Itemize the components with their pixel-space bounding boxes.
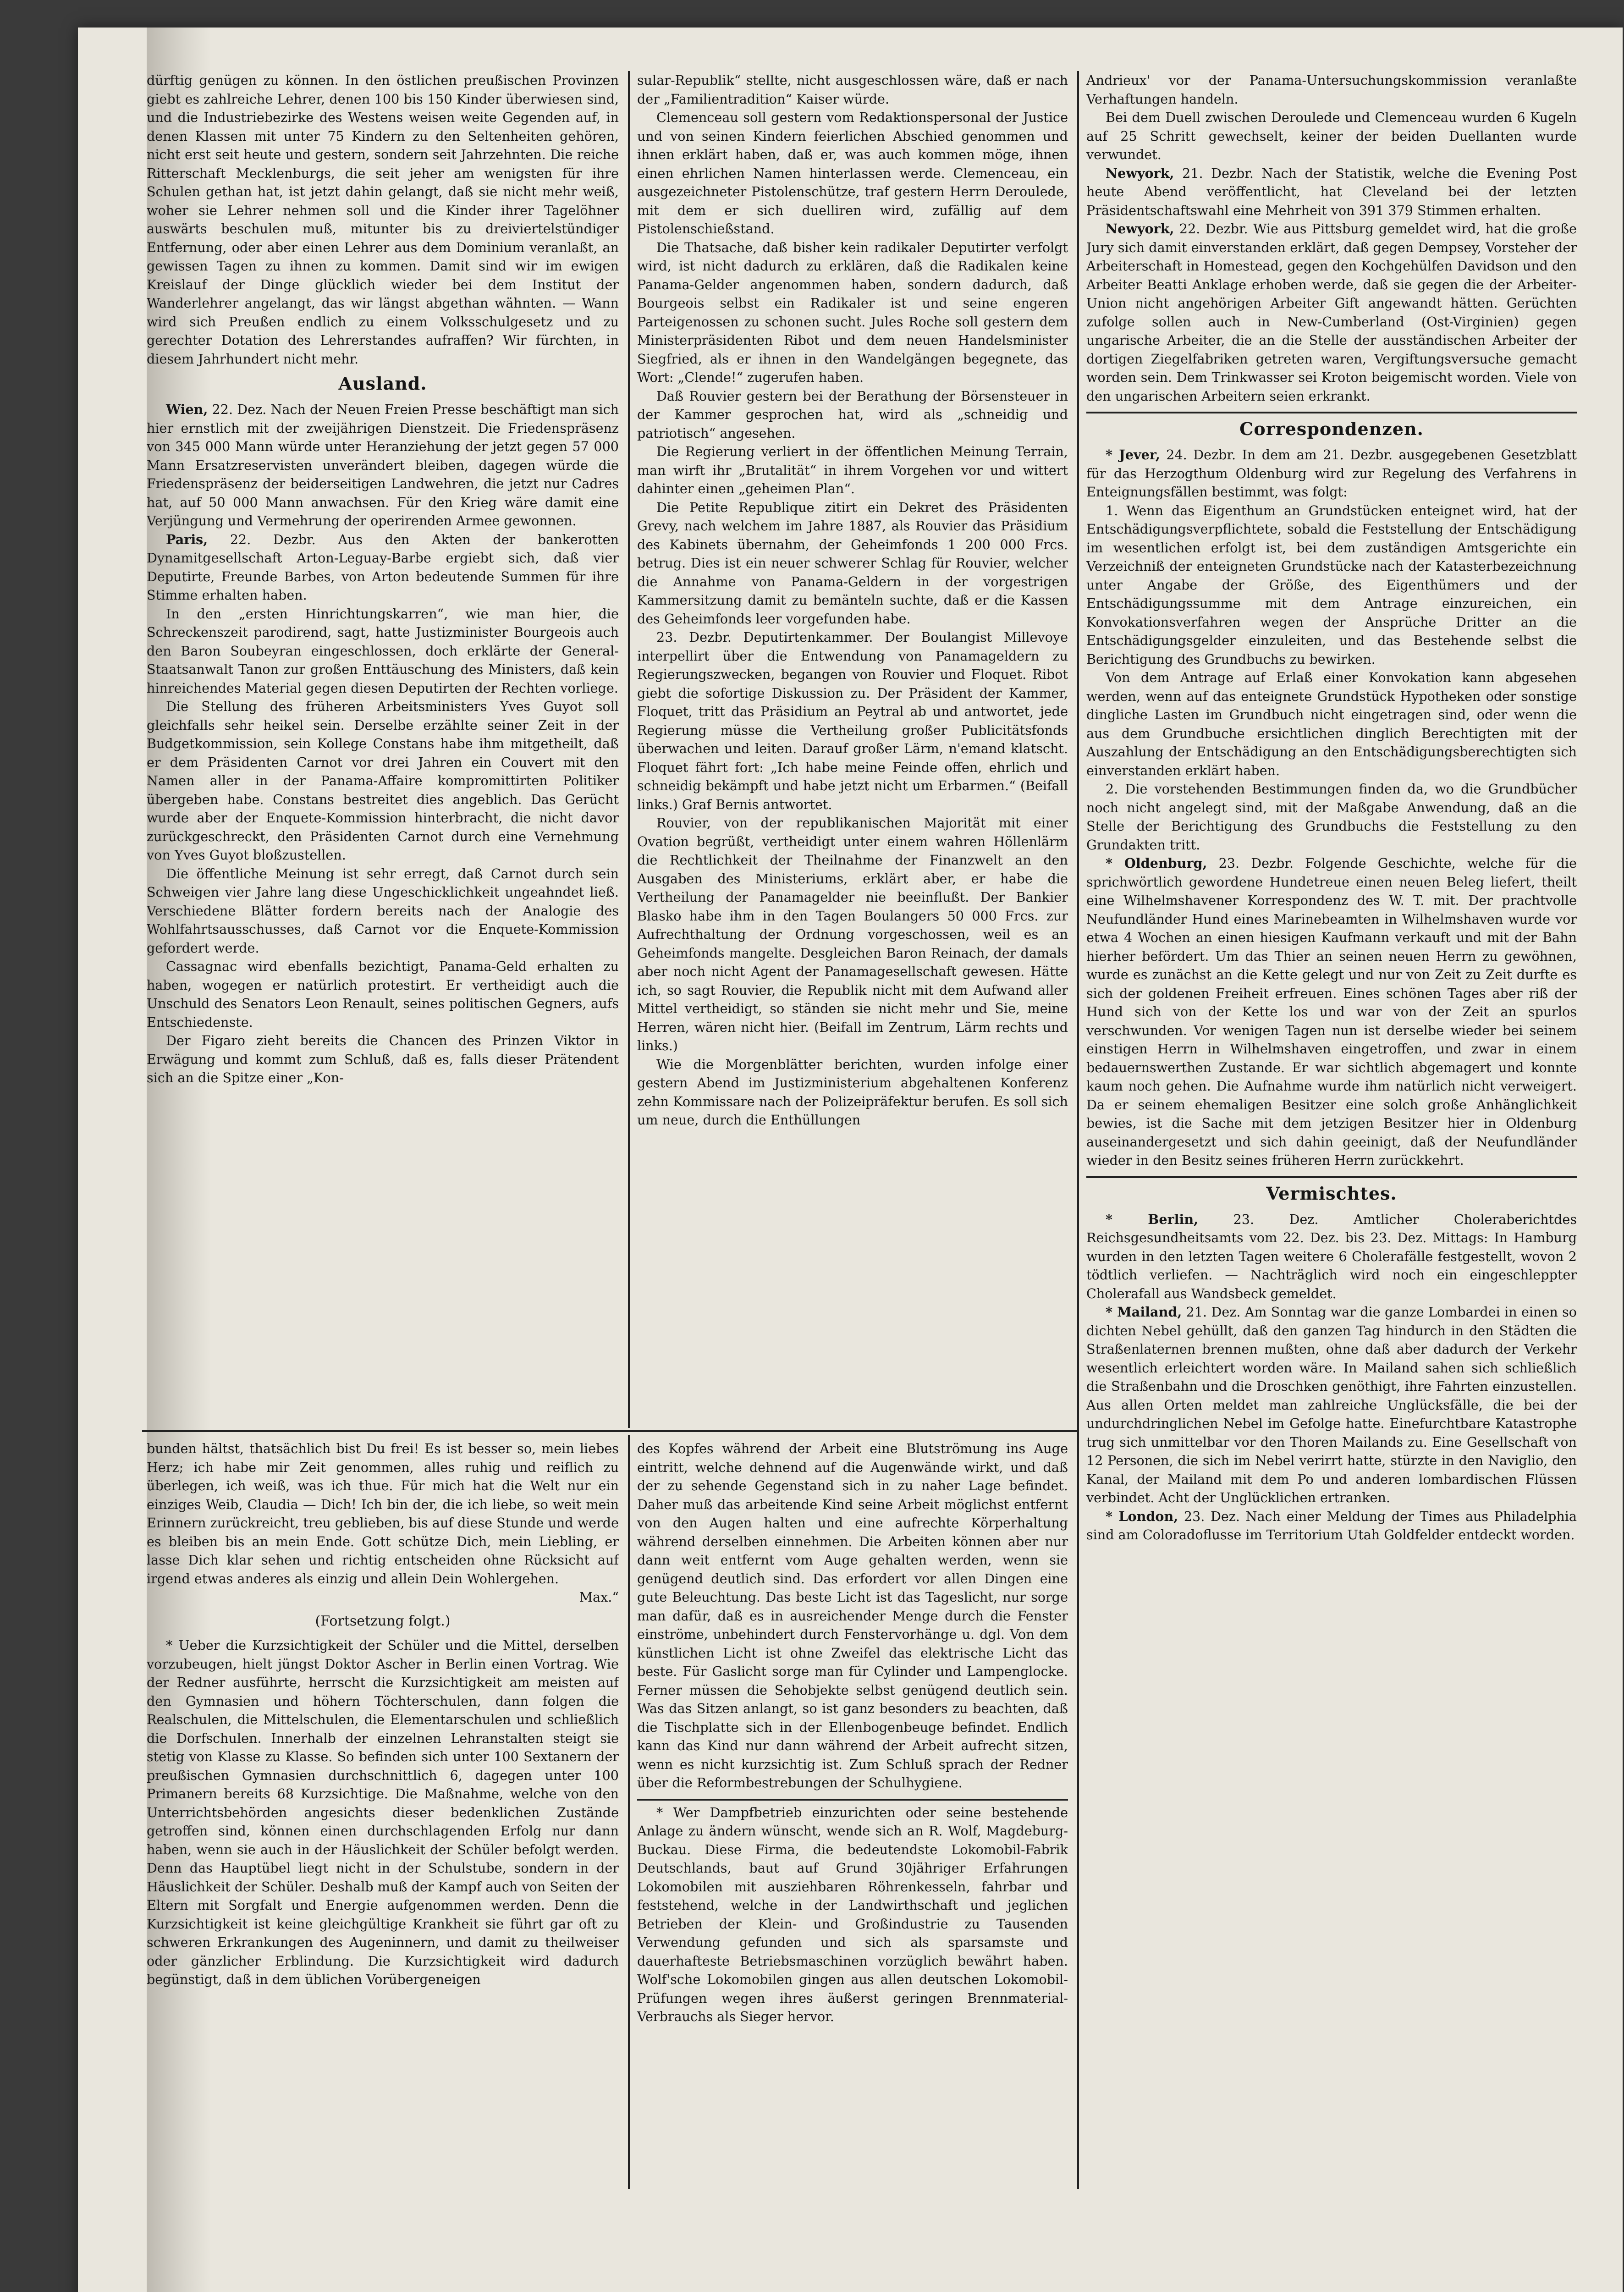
paragraph-text: 2. Die vorstehenden Bestimmungen finden da, wo die Grundbücher noch nicht angelegt sind, mit der Maßgabe Anwendung, daß an die Stelle der Berichtigung des Grundbuchs die Feststellung zu den Grundakten tritt. — [1086, 781, 1577, 853]
dateline-place: * London, — [1106, 1508, 1178, 1524]
paragraph-text: des Kopfes während der Arbeit eine Blutströmung ins Auge eintritt, welche dehnend auf die Augenwände wirkt, und daß der zu sehende Gegenstand sich in zu naher Lage befindet. Daher muß das arbeitende Kind seine Arbeit möglichst entfernt von den Augen halten und eine aufrechte Körperhaltung während derselben einnehmen. Die Arbeiten können aber nur dann weit entfernt vom Auge gehalten werden, wenn sie genügend deutlich sind. Das erfordert vor allen Dingen eine gute Beleuchtung. Das beste Licht ist das Tageslicht, nur sorge man dafür, daß es in ausreichender Menge durch die Fenster einströme, unbehindert durch Fenstervorhänge u. dgl. Von dem künstlichen Licht ist ohne Zweifel das elektrische Licht das beste. Für Gaslicht sorge man für Cylinder und Lampenglocke. Ferner müssen die Sehobjekte selbst genügend deutlich sein. Was das Sitzen anlangt, so ist ganz besonders zu beachten, daß die Tischplatte sich in der Ellenbogenbeuge befindet. Endlich kann das Kind nur dann während der Arbeit aufrecht sitzen, wenn es nicht kurzsichtig ist. Zum Schluß sprach der Redner über die Reformbestrebungen der Schulhygiene. — [637, 1441, 1068, 1791]
paragraph-text: Die Regierung verliert in der öffentlichen Meinung Terrain, man wirft ihr „Brutalität“ in ihrem Vorgehen vor und wittert dahinter einen „geheimen Plan“. — [637, 444, 1068, 496]
article-paragraph — [1086, 1303, 1577, 1507]
paragraph-text: Der Figaro zieht bereits die Chancen des Prinzen Viktor in Erwägung und kommt zum Schluß, daß es, falls dieser Prätendent sich an die Spitze einer „Kon- — [147, 1033, 619, 1085]
article-paragraph — [1086, 1210, 1577, 1303]
paragraph-text: dürftig genügen zu können. In den östlichen preußischen Provinzen giebt es zahlreiche Lehrer, denen 100 bis 150 Kinder überwiesen sind, und die Industriebezirke des Westens weisen weite Gegenden auf, in denen Klassen mit unter 75 Kindern zu den Seltenheiten gehören, nicht erst seit heute und gestern, sondern seit Jahrzehnten. Die reiche Ritterschaft Mecklenburgs, die seit jeher am wenigsten für ihre Schulen gethan hat, ist jetzt dahin gelangt, daß sie nicht mehr weiß, woher sie Lehrer nehmen soll und die Kinder ihrer Tagelöhner auswärts beschulen muß, mitunter bis zu dreiviertelstündiger Entfernung, oder aber einen Lehrer aus dem Dominium veranlaßt, an gewissen Tagen zu ihnen zu kommen. Damit sind wir im ewigen Kreislauf der Dinge glücklich wieder bei dem Institut der Wanderlehrer angelangt, das wir längst abgethan wähnten. — Wann wird sich Preußen endlich zu einem Volksschulgesetz und zu gerechter Dotation des Lehrerstandes aufraffen? Wir fürchten, in diesem Jahrhundert nicht mehr. — [147, 72, 619, 367]
paragraph-text: bunden hältst, thatsächlich bist Du frei! Es ist besser so, mein liebes Herz; ich habe mir Zeit genommen, alles ruhig und reiflich zu überlegen, ich weiß, was ich thue. Für mich hat die Welt nur ein einziges Weib, Claudia — Dich! Ich bin der, die ich liebe, so weit mein Erinnern zurückreicht, treu geblieben, bis auf diese Stunde und werde es bleiben bis an mein Ende. Gott schütze Dich, mein Liebling, er lasse Dich klar sehen und richtig entscheiden ohne Rücksicht auf irgend etwas anderes als einzig und allein Dein Wohlergehen. — [147, 1441, 619, 1587]
section-heading: Correspondenzen. — [1239, 419, 1424, 439]
article-paragraph — [147, 605, 619, 698]
article-paragraph — [1086, 446, 1577, 501]
article-paragraph — [637, 498, 1068, 628]
paragraph-text: Rouvier, von der republikanischen Majorität mit einer Ovation begrüßt, vertheidigt unter einem wahren Höllenlärm die Rechtlichkeit der Theilnahme der Finanzwelt an den Ausgaben des Ministeriums, erklärt aber, er habe die Vertheilung der Panamagelder nie beeinflußt. Der Bankier Blasko habe ihm in den Tagen Boulangers 50 000 Frcs. zur Aufrechthaltung der Ordnung vorgeschossen, weil es an Geheimfonds mangelte. Desgleichen Baron Reinach, der damals aber noch nicht Agent der Panamagesellschaft gewesen. Hätte ich, so sagt Rouvier, die Republik nicht mit dem Aufwand aller Mittel vertheidigt, so ständen sie nicht mehr und Sie, meine Herren, wären nicht hier. (Beifall im Zentrum, Lärm rechts und links.) — [637, 815, 1068, 1053]
article-paragraph — [147, 1439, 619, 1588]
continuation-note: (Fortsetzung folgt.) — [315, 1613, 451, 1629]
section-divider — [1086, 412, 1577, 413]
article-paragraph — [1086, 668, 1577, 780]
column-rule-1 — [628, 71, 630, 1428]
paragraph-text: 23. Dezbr. Deputirtenkammer. Der Boulangist Millevoye interpellirt über die Entwendung von Panamageldern zu Regierungszwecken, begangen von Rouvier und Floquet. Ribot giebt die sofortige Diskussion zu. Der Präsident der Kammer, Floquet, tritt das Präsidium an Peytral ab und antwortet, jede Regierung müsse die Vertheilung großer Publicitätsfonds überwachen und leiten. Darauf großer Lärm, n'emand klatscht. Floquet fährt fort: „Ich habe meine Feinde offen, ehrlich und schneidig bekämpft und habe jetzt nicht um Erbarmen.“ (Beifall links.) Graf Bernis antwortet. — [637, 629, 1068, 812]
dateline-place: * Mailand, — [1106, 1304, 1182, 1320]
article-paragraph — [637, 238, 1068, 387]
paragraph-text: sular-Republik“ stellte, nicht ausgeschlossen wäre, daß er nach der „Familientradition“ Kaiser würde. — [637, 72, 1068, 107]
paragraph-text: * Wer Dampfbetrieb einzurichten oder seine bestehende Anlage zu ändern wünscht, wende sich an R. Wolf, Magdeburg-Buckau. Diese Firma, die bedeutendste Lokomobil-Fabrik Deutschlands, baut auf Grund 30jähriger Erfahrungen Lokomobilen mit ausziehbaren Röhrenkesseln, fahrbar und feststehend, welche in der Landwirthschaft und jeglichen Betrieben der Klein- und Großindustrie zu Tausenden Verwendung gefunden und sich als sparsamste und dauerhafteste Betriebsmaschinen vorzüglich bewährt haben. Wolf'sche Lokomobilen gingen aus allen deutschen Lokomobil-Prüfungen wegen ihres äußerst geringen Brennmaterial-Verbrauchs als Sieger hervor. — [637, 1804, 1068, 2024]
dateline-place: * Berlin, — [1106, 1211, 1199, 1227]
paragraph-text: Die Thatsache, daß bisher kein radikaler Deputirter verfolgt wird, ist nicht dadurch zu erklären, daß die Radikalen keine Panama-Gelder angenommen haben, sondern dadurch, daß Bourgeois selbst ein Radikaler ist und seine engeren Parteigenossen zu schonen sucht. Jules Roche soll gestern dem Ministerpräsidenten Ribot und dem neuen Handelsminister Siegfried, als er ihnen in den Wandelgängen begegnete, das Wort: „Clende!“ zugerufen haben. — [637, 239, 1068, 385]
article-paragraph — [1086, 854, 1577, 1170]
paragraph-text: Von dem Antrage auf Erlaß einer Konvokation kann abgesehen werden, wenn auf das enteignete Grundstück Hypotheken oder sonstige dingliche Lasten im Grundbuch nicht eingetragen sind, oder wenn die aus dem Grundbuche ersichtlichen dinglich Berechtigten mit der Auszahlung der Entschädigung an den Entschädigungsberechtigten sich einverstanden erklärt haben. — [1086, 670, 1577, 778]
paragraph-text: 22. Dez. Nach der Neuen Freien Presse beschäftigt man sich hier ernstlich mit der zweijährigen Dienstzeit. Die Friedenspräsenz von 345 000 Mann würde unter Heranziehung der jetzt gegen 57 000 Mann Ersatzreservisten unverändert bleiben, dagegen würde die Friedenspräsenz der beiderseitigen Landwehren, die jetzt nur Cadres hat, auf 50 000 Mann anwachsen. Für den Krieg wäre damit eine Verjüngung und Vermehrung der operirenden Armee gewonnen. — [147, 402, 619, 529]
section-divider — [1086, 1176, 1577, 1178]
article-paragraph — [637, 387, 1068, 443]
feuilleton-column-1 — [147, 1439, 619, 2189]
article-paragraph — [1086, 71, 1577, 108]
article-paragraph — [637, 1439, 1068, 1792]
article-paragraph — [637, 1803, 1068, 2026]
paragraph-text: In den „ersten Hinrichtungskarren“, wie man hier, die Schreckenszeit parodirend, sagt, hatte Justizminister Bourgeois auch den Baron Soubeyran eingeschlossen, doch erklärte der General-Staatsanwalt Tanon zur großen Enttäuschung des Ministers, daß kein hinreichendes Material gegen diesen Deputirten der Rechten vorliege. — [147, 606, 619, 696]
paragraph-text: 1. Wenn das Eigenthum an Grundstücken enteignet wird, hat der Entschädigungsverpflichtete, sobald die Feststellung der Entschädigung im wesentlichen erfolgt ist, bei dem zuständigen Amtsgerichte ein Verzeichniß der enteigneten Grundstücke nach der Katasterbezeichnung unter Angabe der Größe, des Eigenthümers und der Entschädigungssumme mit dem Antrage einzureichen, ein Konvokationsverfahren wegen der Ansprüche Dritter an die Entschädigungsgelder einzuleiten, und das Bestehende selbst die Berichtigung des Grundbuchs zu bewirken. — [1086, 502, 1577, 667]
column-rule-2 — [1077, 71, 1079, 2189]
paragraph-text: 21. Dezbr. Nach der Statistik, welche die Evening Post heute Abend veröffentlicht, hat Cleveland bei der letzten Präsidentschaftswahl eine Mehrheit von 391 379 Stimmen erhalten. — [1086, 165, 1577, 218]
article-paragraph — [637, 628, 1068, 814]
dateline-place: Newyork, — [1106, 221, 1174, 237]
paragraph-text: 21. Dez. Am Sonntag war die ganze Lombardei in einen so dichten Nebel gehüllt, daß den ganzen Tag hindurch in den Städten die Straßenlaternen brennen mußten, ohne daß aber dadurch der Verkehr wesentlich erleichtert worden wäre. In Mailand sahen sich schließlich die Straßenbahn und die Droschken genöthigt, ihre Fahrten einzustellen. Aus allen Orten meldet man zahlreiche Unglücksfälle, die bei der undurchdringlichen Nebel im Gefolge hatte. Einefurchtbare Katastrophe trug sich unmittelbar vor den Thoren Mailands zu. Eine Gesellschaft von 12 Personen, die sich im Nebel verirrt hatte, stürzte in den Naviglio, den Kanal, der Mailand mit dem Po und anderen lombardischen Flüssen verbindet. Acht der Unglücklichen ertranken. — [1086, 1304, 1577, 1505]
article-paragraph — [1086, 108, 1577, 164]
column-3 — [1086, 71, 1577, 2189]
dateline-place: Paris, — [166, 531, 208, 547]
paragraph-text: Die Petite Republique zitirt ein Dekret des Präsidenten Grevy, nach welchem im Jahre 1887, als Rouvier das Präsidium des Kabinets übernahm, der Geheimfonds 1 200 000 Frcs. betrug. Dies ist ein neuer schwerer Schlag für Rouvier, welcher die Annahme von Panama-Geldern in der vorgestrigen Kammersitzung damit zu bemänteln suchte, daß er die Kassen des Geheimfonds leer vorgefunden habe. — [637, 499, 1068, 627]
section-divider — [637, 1799, 1068, 1801]
article-paragraph — [1086, 164, 1577, 220]
article-paragraph — [147, 697, 619, 865]
paragraph-text: Bei dem Duell zwischen Deroulede und Clemenceau wurden 6 Kugeln auf 25 Schritt gewechselt, keiner der beiden Duellanten wurde verwundet. — [1086, 110, 1577, 162]
article-paragraph — [1086, 780, 1577, 854]
article-paragraph — [147, 957, 619, 1031]
dateline-place: * Jever, — [1106, 447, 1160, 463]
paragraph-text: Daß Rouvier gestern bei der Berathung der Börsensteuer in der Kammer gesprochen hat, wird als „schneidig und patriotisch“ angesehen. — [637, 388, 1068, 441]
paragraph-text: * Ueber die Kurzsichtigkeit der Schüler und die Mittel, derselben vorzubeugen, hielt jüngst Doktor Ascher in Berlin einen Vortrag. Wie der Redner ausführte, herrscht die Kurzsichtigkeit am meisten auf den Gymnasien und höhern Töchterschulen, dann folgen die Realschulen, die Mittelschulen, die Elementarschulen und schließlich die Dorfschulen. Innerhalb der einzelnen Lehranstalten steigt sie stetig von Klasse zu Klasse. So befinden sich unter 100 Sextanern der preußischen Gymnasien durchschnittlich 6, dagegen unter 100 Primanern bereits 68 Kurzsichtige. Die Maßnahme, welche von den Unterrichtsbehörden angesichts dieser bedenklichen Zustände getroffen sind, können einen durchschlagenden Erfolg nur dann haben, wenn sie auch in der Häuslichkeit der Schüler befolgt werden. Denn das Hauptübel liegt nicht in der Schulstube, sondern in der Häuslichkeit der Schüler. Deshalb muß der Kampf auch von Seiten der Eltern mit Sorgfalt und Energie aufgenommen werden. Denn die Kurzsichtigkeit ist keine gleichgültige Krankheit sie führt gar oft zu schweren Erkrankungen des Augeninnern, und damit zu theilweiser oder gänzlicher Erblindung. Die Kurzsichtigkeit wird dadurch begünstigt, daß in dem üblichen Vorübergeneigen — [147, 1637, 619, 1987]
article-paragraph — [147, 1031, 619, 1087]
article-paragraph — [147, 530, 619, 605]
newspaper-page — [78, 28, 1623, 2292]
letter-signature: Max.“ — [579, 1589, 619, 1605]
paragraph-text: Andrieux' vor der Panama-Untersuchungskommission veranlaßte Verhaftungen handeln. — [1086, 72, 1577, 107]
article-paragraph — [637, 108, 1068, 238]
article-paragraph — [147, 1636, 619, 1989]
article-paragraph — [637, 442, 1068, 498]
column-rule-3 — [628, 1435, 630, 2189]
article-paragraph — [147, 865, 619, 958]
dateline-place: * Oldenburg, — [1106, 855, 1207, 871]
dateline-place: Wien, — [166, 402, 208, 417]
column-2 — [637, 71, 1068, 1426]
feuilleton-rule — [142, 1430, 1077, 1432]
paragraph-text: Die öffentliche Meinung ist sehr erregt, daß Carnot durch sein Schweigen vier Jahre lang diese Ungeschicklichkeit ungeahndet ließ. Verschiedene Blätter fordern bereits nach der Analogie des Wohlfahrtsausschusses, daß Carnot vor die Enquete-Kommission gefordert werde. — [147, 865, 619, 956]
article-paragraph — [1086, 501, 1577, 669]
column-1 — [147, 71, 619, 1426]
section-heading: Ausland. — [338, 373, 427, 394]
paragraph-text: 22. Dezbr. Wie aus Pittsburg gemeldet wird, hat die große Jury sich damit einverstanden erklärt, daß gegen Dempsey, Vorsteher der Arbeiterschaft in Homestead, gegen den Kochgehülfen Davidson und den Arbeiter Beatti Anklage erhoben werde, daß sie gegen die der Arbeiter-Union nicht angehörigen Arbeiter Gift angewandt hätten. Gerüchten zufolge sollen auch in New-Cumberland (Ost-Virginien) gegen ungarische Arbeiter, die an die Stelle der ausständischen Arbeiter der dortigen Ziegelfabriken getreten waren, Vergiftungsversuche gemacht worden sein. Dem Trinkwasser sei Kroton beigemischt worden. Viele von den ungarischen Arbeitern seien erkrankt. — [1086, 221, 1577, 404]
dateline-place: Newyork, — [1106, 165, 1174, 181]
feuilleton-column-2 — [637, 1439, 1068, 2189]
paragraph-text: Die Stellung des früheren Arbeitsministers Yves Guyot soll gleichfalls sehr heikel sein. Derselbe erzählte seiner Zeit in der Budgetkommission, sein Kollege Constans habe ihm mitgetheilt, daß er dem Präsidenten Carnot vor drei Jahren ein Couvert mit den Namen aller in der Panama-Affaire kompromittirten Politiker übergeben habe. Constans bestreitet dies angeblich. Das Gerücht wurde aber der Enquete-Kommission hinterbracht, die nicht davor zurückgeschreckt, den Präsidenten Carnot durch eine Vernehmung von Yves Guyot bloßzustellen. — [147, 699, 619, 863]
paragraph-text: 22. Dezbr. Aus den Akten der bankerotten Dynamitgesellschaft Arton-Leguay-Barbe ergiebt sich, daß vier Deputirte, Freunde Barbes, von Arton bedeutende Summen für ihre Stimme erhalten haben. — [147, 531, 619, 603]
paragraph-text: 23. Dez. Amtlicher Choleraberichtdes Reichsgesundheitsamts vom 22. Dez. bis 23. Dez. Mittags: In Hamburg wurden in den letzten Tagen weitere 6 Cholerafälle festgestellt, wovon 2 tödtlich verliefen. — Nachträglich wird noch ein eingeschleppter Cholerafall aus Wandsbeck gemeldet. — [1086, 1211, 1577, 1301]
paragraph-text: 23. Dezbr. Folgende Geschichte, welche für die sprichwörtlich gewordene Hundetreue einen neuen Beleg liefert, theilt eine Wilhelmshavener Korrespondenz des W. T. mit. Der prachtvolle Neufundländer Hund eines Marinebeamten in Wilhelmshaven wurde vor etwa 4 Wochen an einen hiesigen Kaufmann verkauft und mit der Bahn hierher befördert. Um das Thier an seinen neuen Herrn zu gewöhnen, wurde es zunächst an die Kette gelegt und nur von Zeit zu Zeit durfte es sich der goldenen Freiheit erfreuen. Eines schönen Tages aber riß der Hund sich von der Kette los und war von der Zeit an spurlos verschwunden. Vor wenigen Tagen nun ist derselbe wieder bei seinem einstigen Herrn in Wilhelmshaven eingetroffen, und zwar in einem bedauernswerthen Zustande. Er war sichtlich abgemagert und konnte kaum noch gehen. Die Aufnahme wurde ihm natürlich nicht verweigert. Da er seinem ehemaligen Besitzer eine solch große Anhänglichkeit bewies, ist die Sache mit dem jetzigen Besitzer hier in Oldenburg auseinandergesetzt und sich dahin geeinigt, daß der Neufundländer wieder in den Besitz seines früheren Herrn zurückkehrt. — [1086, 855, 1577, 1168]
section-heading: Vermischtes. — [1266, 1183, 1397, 1204]
paragraph-text: 24. Dezbr. In dem am 21. Dezbr. ausgegebenen Gesetzblatt für das Herzogthum Oldenburg wird zur Regelung des Verfahrens in Enteignungsfällen bestimmt, was folgt: — [1086, 447, 1577, 500]
article-paragraph — [637, 1055, 1068, 1129]
article-paragraph — [147, 400, 619, 530]
article-paragraph — [1086, 1507, 1577, 1544]
article-paragraph — [637, 814, 1068, 1055]
article-paragraph — [1086, 220, 1577, 405]
paragraph-text: Wie die Morgenblätter berichten, wurden infolge einer gestern Abend im Justizministerium abgehaltenen Konferenz zehn Kommissare nach der Polizeipräfektur berufen. Es soll sich um neue, durch die Enthüllungen — [637, 1056, 1068, 1128]
paragraph-text: Cassagnac wird ebenfalls bezichtigt, Panama-Geld erhalten zu haben, wogegen er natürlich protestirt. Er vertheidigt auch die Unschuld des Senators Leon Renault, seines politischen Gegners, aufs Entschiedenste. — [147, 959, 619, 1030]
paragraph-text: Clemenceau soll gestern vom Redaktionspersonal der Justice und von seinen Kindern feierlichen Abschied genommen und ihnen erklärt haben, daß er, was auch kommen möge, ihnen einen ehrlichen Namen hinterlassen werde. Clemenceau, ein ausgezeichneter Pistolenschütze, traf gestern Herrn Deroulede, mit dem er sich duelliren wird, zufällig auf dem Pistolenschießstand. — [637, 110, 1068, 237]
article-paragraph — [637, 71, 1068, 108]
article-paragraph — [147, 71, 619, 368]
paragraph-text: 23. Dez. Nach einer Meldung der Times aus Philadelphia sind am Coloradoflusse im Territorium Utah Goldfelder entdeckt worden. — [1086, 1508, 1577, 1543]
